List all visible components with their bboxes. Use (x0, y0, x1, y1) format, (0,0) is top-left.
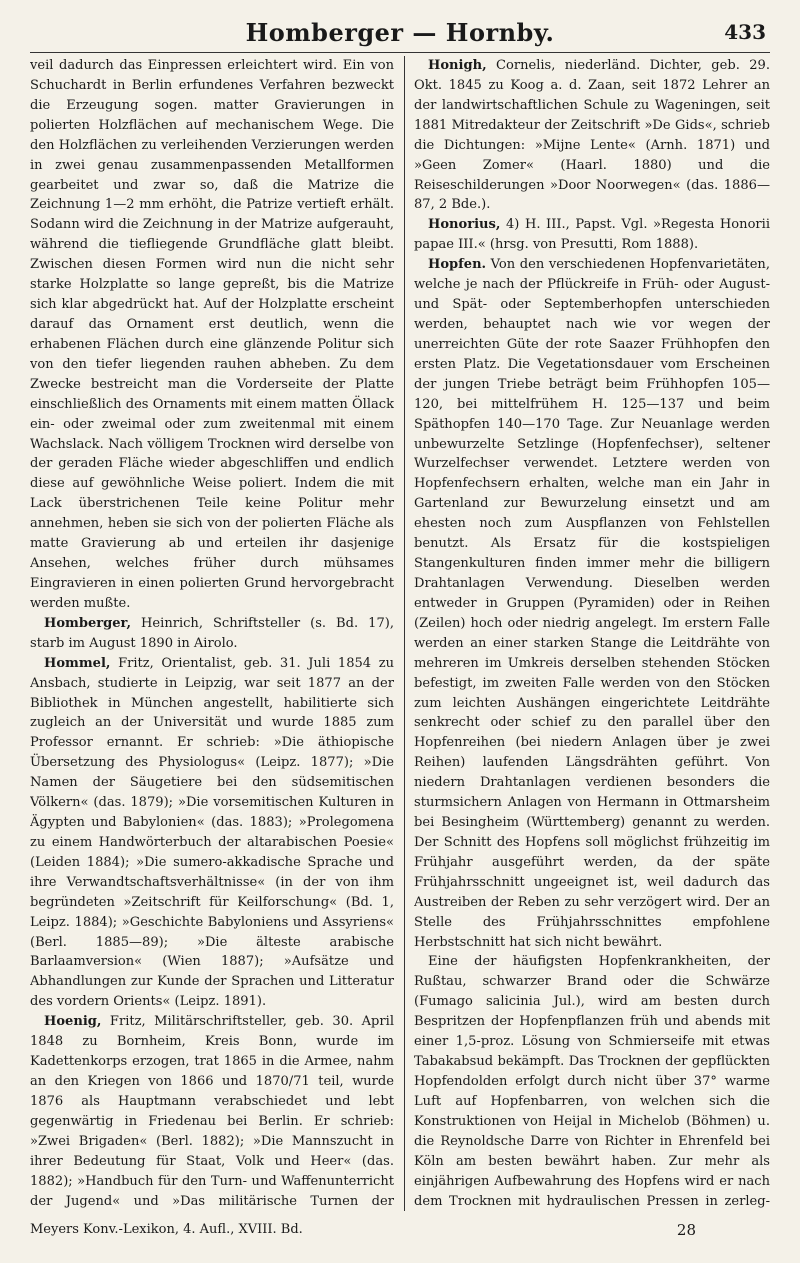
entry-honorius (414, 215, 770, 255)
running-title: Homberger — Hornby. (245, 18, 555, 47)
entry-text: Fritz, Militärschriftsteller, geb. 30. April 1848 zu Bornheim, Kreis Bonn, wurde im Kadettenkorps erzogen, trat 1865 in die Armee, nahm an den Kriegen von 1866 und 1870/71 teil, wurde 1876 als Hauptmann verabschiedet und lebt gegenwärtig in Friedenau bei Berlin. Er schrieb: »Zwei Brigaden« (Berl. 1882); »Die Mannszucht in ihrer Bedeutung für Staat, Volk und Heer« (das. 1882); »Handbuch für den Turn- und Waffenunterricht der Jugend« und »Das militärische Turnen der (30, 1014, 394, 1209)
entry-hommel (30, 654, 394, 1013)
entry-text: Heinrich, Schriftsteller (s. Bd. 17), starb im August 1890 in Airolo. (30, 615, 394, 651)
page-footer (30, 1218, 770, 1242)
entry-text: Cornelis, niederländ. Dichter, geb. 29. Okt. 1845 zu Koog a. d. Zaan, seit 1872 Lehrer an der landwirtschaftlichen Schule zu Wageningen, seit 1881 Mitredakteur der Zeitschrift »De Gids«, schrieb die Dichtungen: »Mijne Lente« (Arnh. 1871) und »Geen Zomer« (Haarl. 1880) und die Reiseschilderungen »Door Noorwegen« (das. 1886—87, 2 Bde.). (414, 58, 770, 213)
entry-honigh (414, 56, 770, 215)
headword: Honigh, (428, 58, 487, 73)
sheet-number: 28 (676, 1221, 696, 1239)
header-rule (30, 52, 770, 53)
headword: Hopfen. (428, 257, 487, 273)
headword: Honorius, (428, 217, 501, 233)
entry-homberger (30, 614, 394, 654)
left-column (30, 56, 394, 1211)
column-divider (404, 56, 405, 1211)
headword: Homberger, (44, 615, 132, 631)
entry-hopfen (414, 255, 770, 952)
page-header (30, 18, 770, 50)
headword: Hoenig, (44, 1014, 102, 1030)
entry-hoenig (30, 1012, 394, 1211)
entry-text: Fritz, Orientalist, geb. 31. Juli 1854 zu Ansbach, studierte in Leipzig, war seit 1877 an der Bibliothek in München angestellt, habilitierte sich zugleich an der Universität und wurde 1885 zum Professor ernannt. Er schrieb: »Die äthiopische Übersetzung des Physiologus« (Leipz. 1877); »Die Namen der Säugetiere bei den südsemitischen Völkern« (das. 1879); »Die vorsemitischen Kulturen in Ägypten und Babylonien« (das. 1883); »Prolegomena zu einem Handwörterbuch der altarabischen Poesie« (Leiden 1884); »Die sumero-akkadische Sprache und ihre Verwandtschaftsverhältnisse« (in der von ihm begründeten »Zeitschrift für Keilforschung« (Bd. 1, Leipz. 1884); »Geschichte Babyloniens und Assyriens« (Berl. 1885—89); »Die älteste arabische Barlaamversion« (Wien 1887); »Aufsätze und Abhandlungen zur Kunde der Sprachen und Litteratur des vordern Orients« (Leipz. 1891). (30, 655, 394, 1010)
entry-text: Von den verschiedenen Hopfenvarietäten, welche je nach der Pflückreife in Früh- oder August- und Spät- oder Septemberhopfen unterschieden werden, behauptet nach wie vor wegen der unerreichten Güte der rote Saazer Frühhopfen den ersten Platz. Die Vegetationsdauer vom Erscheinen der jungen Triebe beträgt beim Frühhopfen 105—120, bei mittelfrühem H. 125—137 und beim Späthopfen 140—170 Tage. Zur Neuanlage werden unbewurzelte Setzlinge (Hopfenfechser), seltener Wurzelfechser verwendet. Letztere werden von Hopfenfechsern erhalten, welche man ein Jahr in Gartenland zur Bewurzelung einsetzt und am ehesten noch zum Auspflanzen von Fehlstellen benutzt. Als Ersatz für die kostspieligen Stangenkulturen finden immer mehr die billigern Drahtanlagen Verwendung. Dieselben werden entweder in Gruppen (Pyramiden) oder in Reihen (Zeilen) hoch oder niedrig angelegt. Im erstern Falle werden an einer starken Stange die Leitdrähte von mehreren im Umkreis derselben stehenden Stöcken befestigt, im zweiten Falle werden von den Stöcken zum leichten Aushängen eingerichtete Leitdrähte senkrecht oder schief zu den parallel über den Hopfenreihen (bei niedern Anlagen über je zwei Reihen) laufenden Längsdrähten geführt. Von niedern Drahtanlagen verdienen besonders die sturmsichern Anlagen von Hermann in Ottmarsheim bei Besingheim (Württemberg) genannt zu werden. Der Schnitt des Hopfens soll möglichst frühzeitig im Frühjahr ausgeführt werden, da der späte Frühjahrsschnitt ungeeignet ist, weil dadurch das Austreiben der Reben zu sehr verzögert wird. Der an Stelle des Frühjahrsschnittes empfohlene Herbstschnitt hat sich nicht bewährt. (414, 257, 770, 950)
right-column (414, 56, 770, 1211)
headword: Hommel, (44, 655, 111, 671)
paragraph-hopfenkrankheiten: Eine der häufigsten Hopfenkrankheiten, der Rußtau, schwarzer Brand oder die Schwärze (Fumago salicinia Jul.), wird am besten durch Bespritzen der Hopfenpflanzen früh und abends mit einer 1,5-proz. Lösung von Schmierseife mit etwas Tabakabsud bekämpft. Das Trocknen der gepflückten Hopfendolden erfolgt durch nicht über 37° warme Luft auf Hopfenbarren, von welchen sich die Konstruktionen von Heijal in Michelob (Böhmen) u. die Reynoldsche Darre von Richter in Ehrenfeld bei Köln am besten bewährt haben. Zur mehr als einjährigen Aufbewahrung des Hopfens wird er nach dem Trocknen mit hydraulischen Pressen in zerleg- (414, 954, 770, 1209)
footer-signature: Meyers Konv.-Lexikon, 4. Aufl., XVIII. Bd. (30, 1222, 303, 1237)
paragraph-continuation: veil dadurch das Einpressen erleichtert wird. Ein von Schuchardt in Berlin erfundenes Verfahren bezweckt die Erzeugung sogen. matter Gravierungen in polierten Holzflächen auf mechanischem Wege. Die den Holzflächen zu verleihenden Verzierungen werden in zwei genau zusammenpassenden Metallformen gearbeitet und zwar so, daß die Matrize die Zeichnung 1—2 mm erhöht, die Patrize vertieft erhält. Sodann wird die Zeichnung in der Matrize aufgerauht, während die tiefliegende Grundfläche glatt bleibt. Zwischen diesen Formen wird nun die nicht sehr starke Holzplatte so lange gepreßt, bis die Matrize sich klar abgedrückt hat. Auf der Holzplatte erscheint darauf das Ornament erst deutlich, wenn die erhabenen Flächen durch eine glänzende Politur sich von den tiefer liegenden rauhen abheben. Zu dem Zwecke bestreicht man die Vorderseite der Platte einschließlich des Ornaments mit einem matten Öllack ein- oder zweimal oder zum zweitenmal mit einem Wachslack. Nach völligem Trocknen wird derselbe von der geraden Fläche wieder abgeschliffen und endlich diese auf gewöhnliche Weise poliert. Indem die mit Lack überstrichenen Teile keine Politur mehr annehmen, heben sie sich von der polierten Fläche als matte Gravierung ab und erteilen ihr dasjenige Ansehen, welches früher durch mühsames Eingravieren in einen polierten Grund hervorgebracht werden mußte. (30, 58, 394, 611)
entry-text: 4) H. III., Papst. Vgl. »Regesta Honorii papae III.« (hrsg. von Presutti, Rom 1888). (414, 217, 770, 253)
page-number: 433 (724, 20, 766, 44)
